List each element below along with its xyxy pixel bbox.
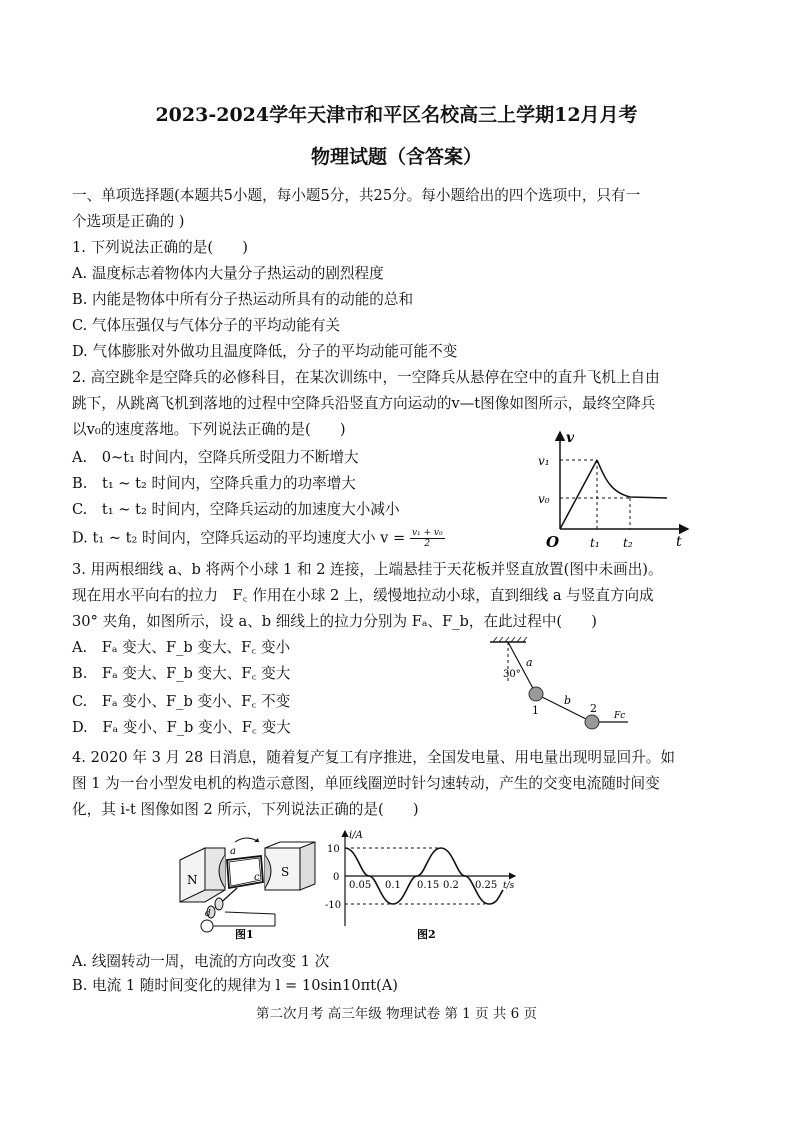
x-tick-005: 0.05 xyxy=(349,880,372,891)
page-footer: 第二次月考 高三年级 物理试卷 第 1 页 共 6 页 xyxy=(255,1006,537,1022)
q2-option-b: B. t₁ ~ t₂ 时间内，空降兵重力的功率增大 xyxy=(72,475,356,492)
v1-label: v₁ xyxy=(538,454,550,468)
y-tick-0: 0 xyxy=(333,872,340,883)
q2-option-d xyxy=(72,528,445,549)
section-heading-cont: 个选项是正确的 ) xyxy=(72,213,185,230)
ball-2 xyxy=(585,715,599,729)
q3-stem-1: 3. 用两根细线 a、b 将两个小球 1 和 2 连接，上端悬挂于天花板并竖直放置(图中未画出)。 xyxy=(72,561,663,578)
t-axis-label: t/s xyxy=(503,881,515,891)
x-tick-02: 0.2 xyxy=(443,880,459,891)
pole-s: S xyxy=(281,865,290,879)
coil-label-a: a xyxy=(230,846,236,857)
q3-option-a: A. Fₐ 变大、F_b 变大、F꜀ 变小 xyxy=(72,639,291,656)
q3-stem-2: 现在用水平向右的拉力 F꜀ 作用在小球 2 上，缓慢地拉动小球，直到细线 a 与竖直方向成 xyxy=(72,587,654,604)
y-tick-10: 10 xyxy=(327,844,340,855)
q4-it-graph xyxy=(325,826,525,941)
formula-denominator: 2 xyxy=(424,539,431,549)
fig1-caption: 图1 xyxy=(235,928,254,940)
q3-stem-3: 30° 夹角，如图所示，设 a、b 细线上的拉力分别为 Fₐ、F_b，在此过程中( ) xyxy=(72,613,597,630)
label-b: b xyxy=(564,694,572,707)
q2-option-c: C. t₁ ~ t₂ 时间内，空降兵运动的加速度大小减小 xyxy=(72,501,400,518)
q2-option-d-text: D. t₁ ~ t₂ 时间内，空降兵运动的平均速度大小 v = xyxy=(72,529,406,547)
label-fc: Fc xyxy=(614,711,626,721)
q4-option-b: B. 电流 1 随时间变化的规律为 l = 10sin10πt(A) xyxy=(72,977,398,994)
q3-option-c: C. Fₐ 变小、F_b 变小、F꜀ 不变 xyxy=(72,693,291,710)
q1-option-c: C. 气体压强仅与气体分子的平均动能有关 xyxy=(72,317,341,334)
x-tick-025: 0.25 xyxy=(475,880,498,891)
v-t-rise xyxy=(560,460,597,529)
label-1: 1 xyxy=(532,704,539,717)
fig2-caption: 图2 xyxy=(417,928,436,941)
q2-stem-2: 跳下，从跳离飞机到落地的过程中空降兵沿竖直方向运动的v—t图像如图所示，最终空降兵 xyxy=(72,395,656,412)
q4-stem-3: 化，其 i-t 图像如图 2 所示，下列说法正确的是( ) xyxy=(72,801,419,818)
coil-label-d: d xyxy=(205,909,211,919)
i-axis-label: i/A xyxy=(349,830,363,841)
ball-1 xyxy=(529,687,543,701)
y-tick-neg10: -10 xyxy=(325,900,342,911)
q4-option-a: A. 线圈转动一周，电流的方向改变 1 次 xyxy=(72,953,330,970)
q2-stem-3: 以v₀的速度落地。下列说法正确的是( ) xyxy=(72,421,346,438)
x-tick-015: 0.15 xyxy=(417,880,440,891)
q2-option-a: A. 0~t₁ 时间内，空降兵所受阻力不断增大 xyxy=(72,449,359,466)
q2-vt-graph xyxy=(530,426,695,551)
page-title: 2023-2024学年天津市和平区名校高三上学期12月月考 xyxy=(155,104,638,126)
q1-option-d: D. 气体膨胀对外做功且温度降低，分子的平均动能可能不变 xyxy=(72,343,458,360)
v0-label: v₀ xyxy=(538,492,550,506)
page-subtitle: 物理试题（含答案） xyxy=(310,146,482,168)
x-tick-01: 0.1 xyxy=(385,880,401,891)
t1-label: t₁ xyxy=(590,536,600,550)
q1-option-a: A. 温度标志着物体内大量分子热运动的剧烈程度 xyxy=(72,265,384,282)
label-a: a xyxy=(526,656,533,669)
q1-option-b: B. 内能是物体中所有分子热运动所具有的动能的总和 xyxy=(72,291,414,308)
q4-stem-1: 4. 2020 年 3 月 28 日消息，随着复产复工有序推进，全国发电量、用电量出现明显回升。如 xyxy=(72,749,675,766)
coil-label-c: c xyxy=(254,872,260,883)
v-t-decay xyxy=(597,460,667,498)
q4-stem-2: 图 1 为一台小型发电机的构造示意图，单匝线圈逆时针匀速转动，产生的交变电流随时间变 xyxy=(72,775,660,792)
q3-string-figure xyxy=(480,636,640,736)
angle-label: 30° xyxy=(503,669,521,680)
formula-numerator: v₁ + v₀ xyxy=(411,528,443,538)
v-axis-label: v xyxy=(566,430,575,446)
meter xyxy=(201,920,213,932)
q3-option-d: D. Fₐ 变小、F_b 变小、F꜀ 变大 xyxy=(72,719,291,736)
section-heading: 一、单项选择题(本题共5小题，每小题5分，共25分。每小题给出的四个选项中，只有一 xyxy=(72,187,641,204)
t-axis-label: t xyxy=(676,534,682,550)
q2-stem-1: 2. 高空跳伞是空降兵的必修科目，在某次训练中，一空降兵从悬停在空中的直升飞机上自由 xyxy=(72,369,660,386)
pole-n: N xyxy=(187,873,198,887)
label-2: 2 xyxy=(590,702,597,715)
q1-stem: 1. 下列说法正确的是( ) xyxy=(72,239,248,256)
origin-label: O xyxy=(546,533,560,551)
q4-generator-figure xyxy=(175,830,325,940)
q3-option-b: B. Fₐ 变大、F_b 变大、F꜀ 变大 xyxy=(72,665,291,682)
t2-label: t₂ xyxy=(623,536,633,550)
q2-option-d-formula xyxy=(410,528,445,549)
